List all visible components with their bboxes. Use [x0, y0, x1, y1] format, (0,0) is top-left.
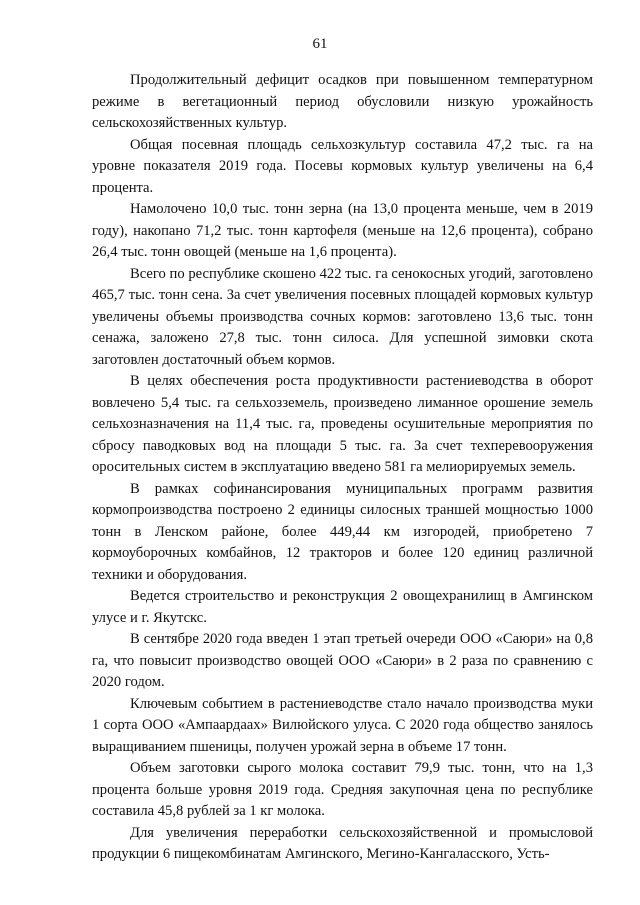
paragraph-land-reclamation: В целях обеспечения роста продуктивности растениеводства в оборот вовлечено 5,4 тыс. га сельхозземель, произведено лиманное орошение земель сельхозназначения на 11,4 тыс. га, проведены осушительные мероприятия по сбросу паводковых вод на площади 5 тыс. га. За счет техперевооружения оросительных систем в эксплуатацию введено 581 га мелиорируемых земель. [92, 373, 593, 475]
paragraph-flour-production: Ключевым событием в растениеводстве стало начало производства муки 1 сорта ООО «Ампаардаах» Вилюйского улуса. С 2020 года общество занялось выращиванием пшеницы, получен урожай зерна в объеме 17 тонн. [92, 695, 593, 755]
paragraph-forage-harvest: Всего по республике скошено 422 тыс. га сенокосных угодий, заготовлено 465,7 тыс. тонн сена. За счет увеличения посевных площадей кормовых культур увеличены объемы производства сочных кормов: заготовлено 13,6 тыс. тонн сенажа, заложено 27,8 тыс. тонн силоса. Для успешной зимовки скота заготовлен достаточный объем кормов. [92, 265, 593, 368]
paragraph-milk-procurement: Объем заготовки сырого молока составит 79,9 тыс. тонн, что на 1,3 процента больше уровня 2019 года. Средняя закупочная цена по республике составила 45,8 рублей за 1 кг молока. [92, 760, 593, 819]
paragraph-cofinancing-programs: В рамках софинансирования муниципальных программ развития кормопроизводства построено 2 единицы силосных траншей мощностью 1000 тонн в Ленском районе, более 449,44 км изгородей, приобретено 7 кормоуборочных комбайнов, 12 тракторов и более 120 единиц различной техники и оборудования. [92, 480, 593, 583]
page-number: 61 [312, 36, 328, 52]
document-body [92, 70, 593, 866]
paragraph-harvest-volumes: Намолочено 10,0 тыс. тонн зерна (на 13,0 процента меньше, чем в 2019 году), накопано 71,2 тыс. тонн картофеля (меньше на 12,6 процента), собрано 26,4 тыс. тонн овощей (меньше на 1,6 процента). [92, 201, 593, 260]
paragraph-processing-plants: Для увеличения переработки сельскохозяйственной и промысловой продукции 6 пищекомбинатам Амгинского, Мегино-Кангаласского, Усть- [92, 824, 593, 862]
paragraph-sayuri-greenhouse: В сентябре 2020 года введен 1 этап третьей очереди ООО «Саюри» на 0,8 га, что повысит производство овощей ООО «Саюри» в 2 раза по сравнению с 2020 годом. [92, 631, 593, 690]
paragraph-precipitation-deficit: Продолжительный дефицит осадков при повышенном температурном режиме в вегетационный период обусловили низкую урожайность сельскохозяйственных культур. [92, 72, 593, 131]
paragraph-vegetable-storages: Ведется строительство и реконструкция 2 овощехранилищ в Амгинском улусе и г. Якутскс. [92, 588, 593, 626]
paragraph-sown-area: Общая посевная площадь сельхозкультур составила 47,2 тыс. га на уровне показателя 2019 года. Посевы кормовых культур увеличены на 6,4 процента. [92, 136, 593, 196]
